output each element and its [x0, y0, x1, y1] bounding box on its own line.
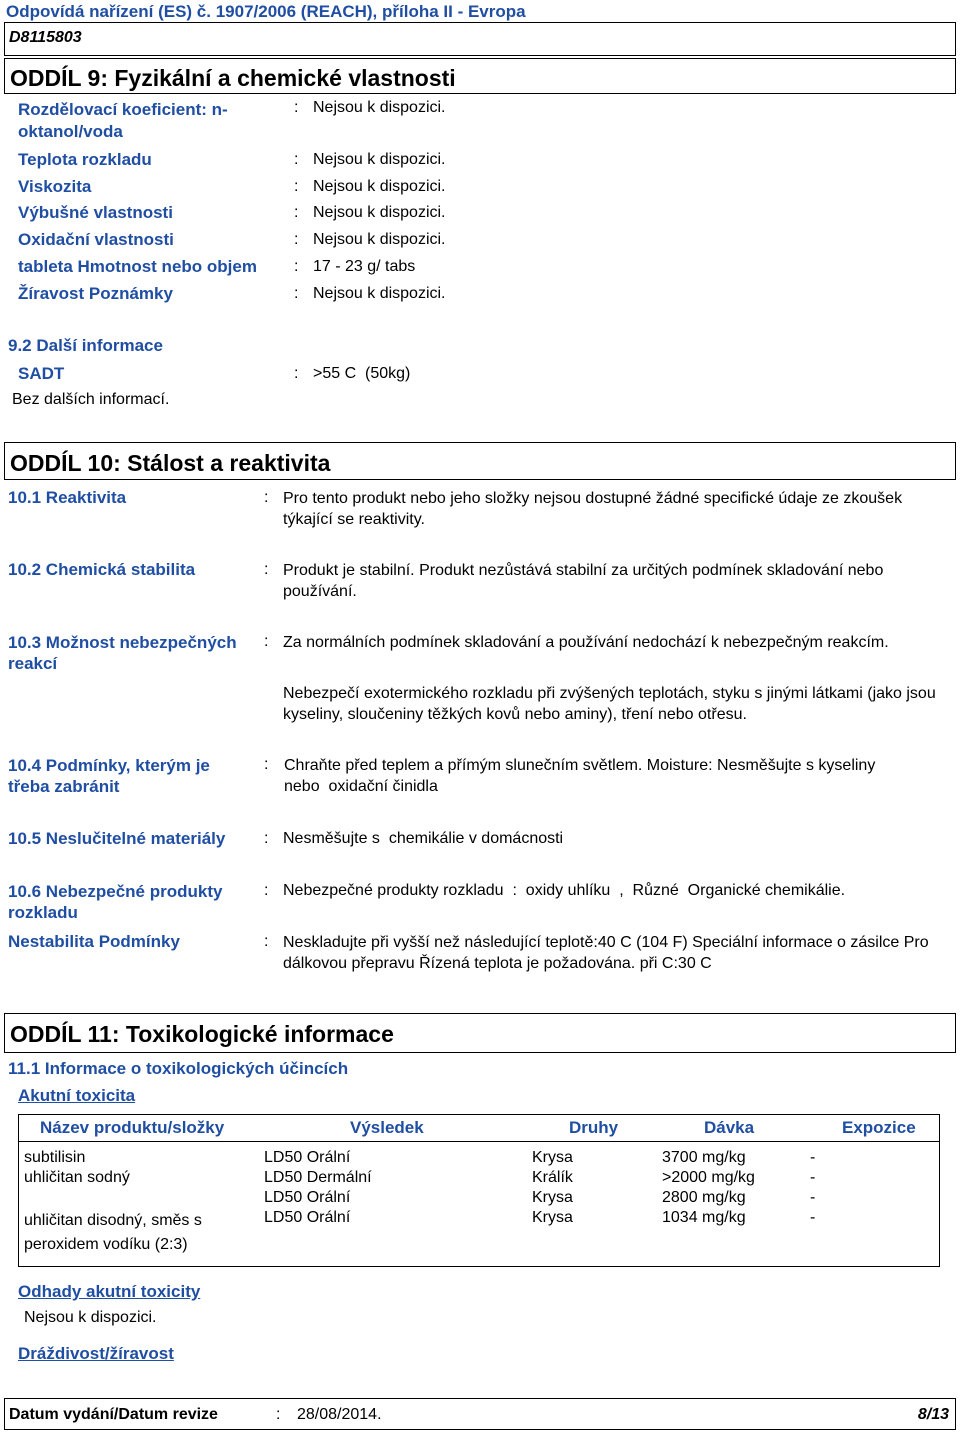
- colon: :: [294, 285, 299, 302]
- colon: :: [294, 204, 299, 221]
- s10-label-conditions-avoid: 10.4 Podmínky, kterým je třeba zabránit: [8, 756, 210, 796]
- subsection-11-1: 11.1 Informace o toxikologických účincích: [8, 1059, 349, 1078]
- colon: :: [264, 633, 269, 650]
- acute-toxicity-heading: Akutní toxicita: [18, 1086, 136, 1105]
- s10-label-hazardous-reactions: 10.3 Možnost nebezpečných reakcí: [8, 633, 237, 673]
- col-header-name: Název produktu/složky: [40, 1118, 225, 1137]
- acute-estimates-heading: Odhady akutní toxicity: [18, 1282, 201, 1301]
- s9-value-partition: Nejsou k dispozici.: [313, 99, 446, 116]
- colon: :: [264, 489, 269, 506]
- footer-date: 28/08/2014.: [297, 1406, 382, 1423]
- col-header-species: Druhy: [569, 1118, 619, 1137]
- table-row-1-species: Králík: [532, 1169, 573, 1186]
- table-row-3-name: uhličitan disodný, směs s peroxidem vodíku (2:3): [24, 1212, 202, 1253]
- table-row-3-exposure: -: [810, 1209, 816, 1226]
- irritation-heading: Dráždivost/žíravost: [18, 1344, 174, 1363]
- section-10-title: ODDÍL 10: Stálost a reaktivita: [10, 450, 331, 476]
- table-row-1-name: uhličitan sodný: [24, 1169, 130, 1186]
- page-number: 8/13: [917, 1406, 949, 1423]
- table-row-2-exposure: -: [810, 1189, 816, 1206]
- s10-value-hazardous-reactions-a: Za normálních podmínek skladování a používání nedochází k nebezpečným reakcím.: [283, 634, 889, 651]
- s9-label-viscosity: Viskozita: [18, 177, 92, 196]
- regulation-header: Odpovídá nařízení (ES) č. 1907/2006 (REACH), příloha II - Evropa: [6, 2, 526, 21]
- colon: :: [294, 231, 299, 248]
- s9-value-corrosivity: Nejsou k dispozici.: [313, 285, 446, 302]
- s10-value-reactivity: Pro tento produkt nebo jeho složky nejsou dostupné žádné specifické údaje ze zkoušek týkající se reaktivity.: [283, 490, 903, 528]
- subsection-9-2: 9.2 Další informace: [8, 336, 163, 355]
- col-header-exposure: Expozice: [842, 1118, 916, 1137]
- col-header-result: Výsledek: [350, 1118, 424, 1137]
- table-row-1-dose: >2000 mg/kg: [662, 1169, 755, 1186]
- table-row-3-result: LD50 Orální: [264, 1209, 351, 1226]
- s10-label-decomposition-products: 10.6 Nebezpečné produkty rozkladu: [8, 882, 223, 922]
- s10-value-conditions-avoid: Chraňte před teplem a přímým slunečním světlem. Moisture: Nesměšujte s kyseliny nebo oxidační činidla: [284, 757, 885, 795]
- colon: :: [264, 882, 269, 899]
- s9-label-partition: Rozdělovací koeficient: n-oktanol/voda: [18, 100, 228, 141]
- footer-box: [4, 1398, 956, 1430]
- s10-value-instability: Neskladujte při vyšší než následující teplotě:40 C (104 F) Speciální informace o zásilce Pro dálkovou přepravu Řízená teplota je požadována. při C:30 C: [283, 934, 929, 972]
- colon: :: [294, 178, 299, 195]
- s10-label-reactivity: 10.1 Reaktivita: [8, 488, 127, 507]
- s10-label-instability: Nestabilita Podmínky: [8, 932, 180, 951]
- colon: :: [264, 933, 269, 950]
- table-row-1-result: LD50 Dermální: [264, 1169, 372, 1186]
- no-more-info: Bez dalších informací.: [12, 391, 170, 408]
- table-row-3-species: Krysa: [532, 1209, 573, 1226]
- table-row-1-exposure: -: [810, 1169, 816, 1186]
- colon: :: [294, 258, 299, 275]
- s9-label-tablet-mass: tableta Hmotnost nebo objem: [18, 257, 257, 276]
- s9-value-tablet-mass: 17 - 23 g/ tabs: [313, 258, 416, 275]
- s10-value-incompatible: Nesměšujte s chemikálie v domácnosti: [283, 830, 564, 847]
- section-9-title: ODDÍL 9: Fyzikální a chemické vlastnosti: [10, 65, 456, 91]
- colon: :: [264, 830, 269, 847]
- s9-label-corrosivity: Žíravost Poznámky: [18, 284, 173, 303]
- s9-value-oxidizing: Nejsou k dispozici.: [313, 231, 446, 248]
- doc-id-box: [4, 22, 956, 56]
- table-row-2-result: LD50 Orální: [264, 1189, 351, 1206]
- sadt-label: SADT: [18, 364, 65, 383]
- s10-label-chemical-stability: 10.2 Chemická stabilita: [8, 560, 196, 579]
- table-row-2-dose: 2800 mg/kg: [662, 1189, 746, 1206]
- s10-value-chemical-stability: Produkt je stabilní. Produkt nezůstává stabilní za určitých podmínek skladování nebo používání.: [283, 562, 884, 600]
- table-row-0-name: subtilisin: [24, 1149, 86, 1166]
- s9-label-explosive: Výbušné vlastnosti: [18, 203, 173, 222]
- s10-value-hazardous-reactions-b: Nebezpečí exotermického rozkladu při zvýšených teplotách, styku s jinými látkami (jako jsou kyseliny, sloučeniny těžkých kovů nebo aminy), tření nebo otřesu.: [283, 685, 936, 723]
- table-row-2-species: Krysa: [532, 1189, 573, 1206]
- colon: :: [264, 561, 269, 578]
- table-row-0-result: LD50 Orální: [264, 1149, 351, 1166]
- s9-label-oxidizing: Oxidační vlastnosti: [18, 230, 174, 249]
- footer-label: Datum vydání/Datum revize: [9, 1406, 218, 1423]
- section-9-box: [4, 58, 956, 94]
- table-row-0-species: Krysa: [532, 1149, 573, 1166]
- table-row-3-dose: 1034 mg/kg: [662, 1209, 746, 1226]
- s10-label-incompatible: 10.5 Neslučitelné materiály: [8, 829, 226, 848]
- section-11-title: ODDÍL 11: Toxikologické informace: [10, 1021, 394, 1047]
- colon: :: [294, 99, 299, 116]
- s10-value-decomposition-products: Nebezpečné produkty rozkladu : oxidy uhlíku , Různé Organické chemikálie.: [283, 882, 846, 899]
- section-11-box: [4, 1013, 956, 1053]
- acute-estimates-value: Nejsou k dispozici.: [24, 1309, 157, 1326]
- table-row-0-exposure: -: [810, 1149, 816, 1166]
- table-row-0-dose: 3700 mg/kg: [662, 1149, 746, 1166]
- col-header-dose: Dávka: [704, 1118, 755, 1137]
- s9-value-decomposition-temp: Nejsou k dispozici.: [313, 151, 446, 168]
- doc-id: D8115803: [9, 29, 82, 46]
- s9-value-explosive: Nejsou k dispozici.: [313, 204, 446, 221]
- colon: :: [276, 1406, 281, 1423]
- colon: :: [264, 756, 269, 773]
- s9-value-viscosity: Nejsou k dispozici.: [313, 178, 446, 195]
- section-10-box: [4, 442, 956, 480]
- colon: :: [294, 365, 299, 382]
- s9-label-decomposition-temp: Teplota rozkladu: [18, 150, 152, 169]
- colon: :: [294, 151, 299, 168]
- sadt-value: >55 C (50kg): [313, 365, 411, 382]
